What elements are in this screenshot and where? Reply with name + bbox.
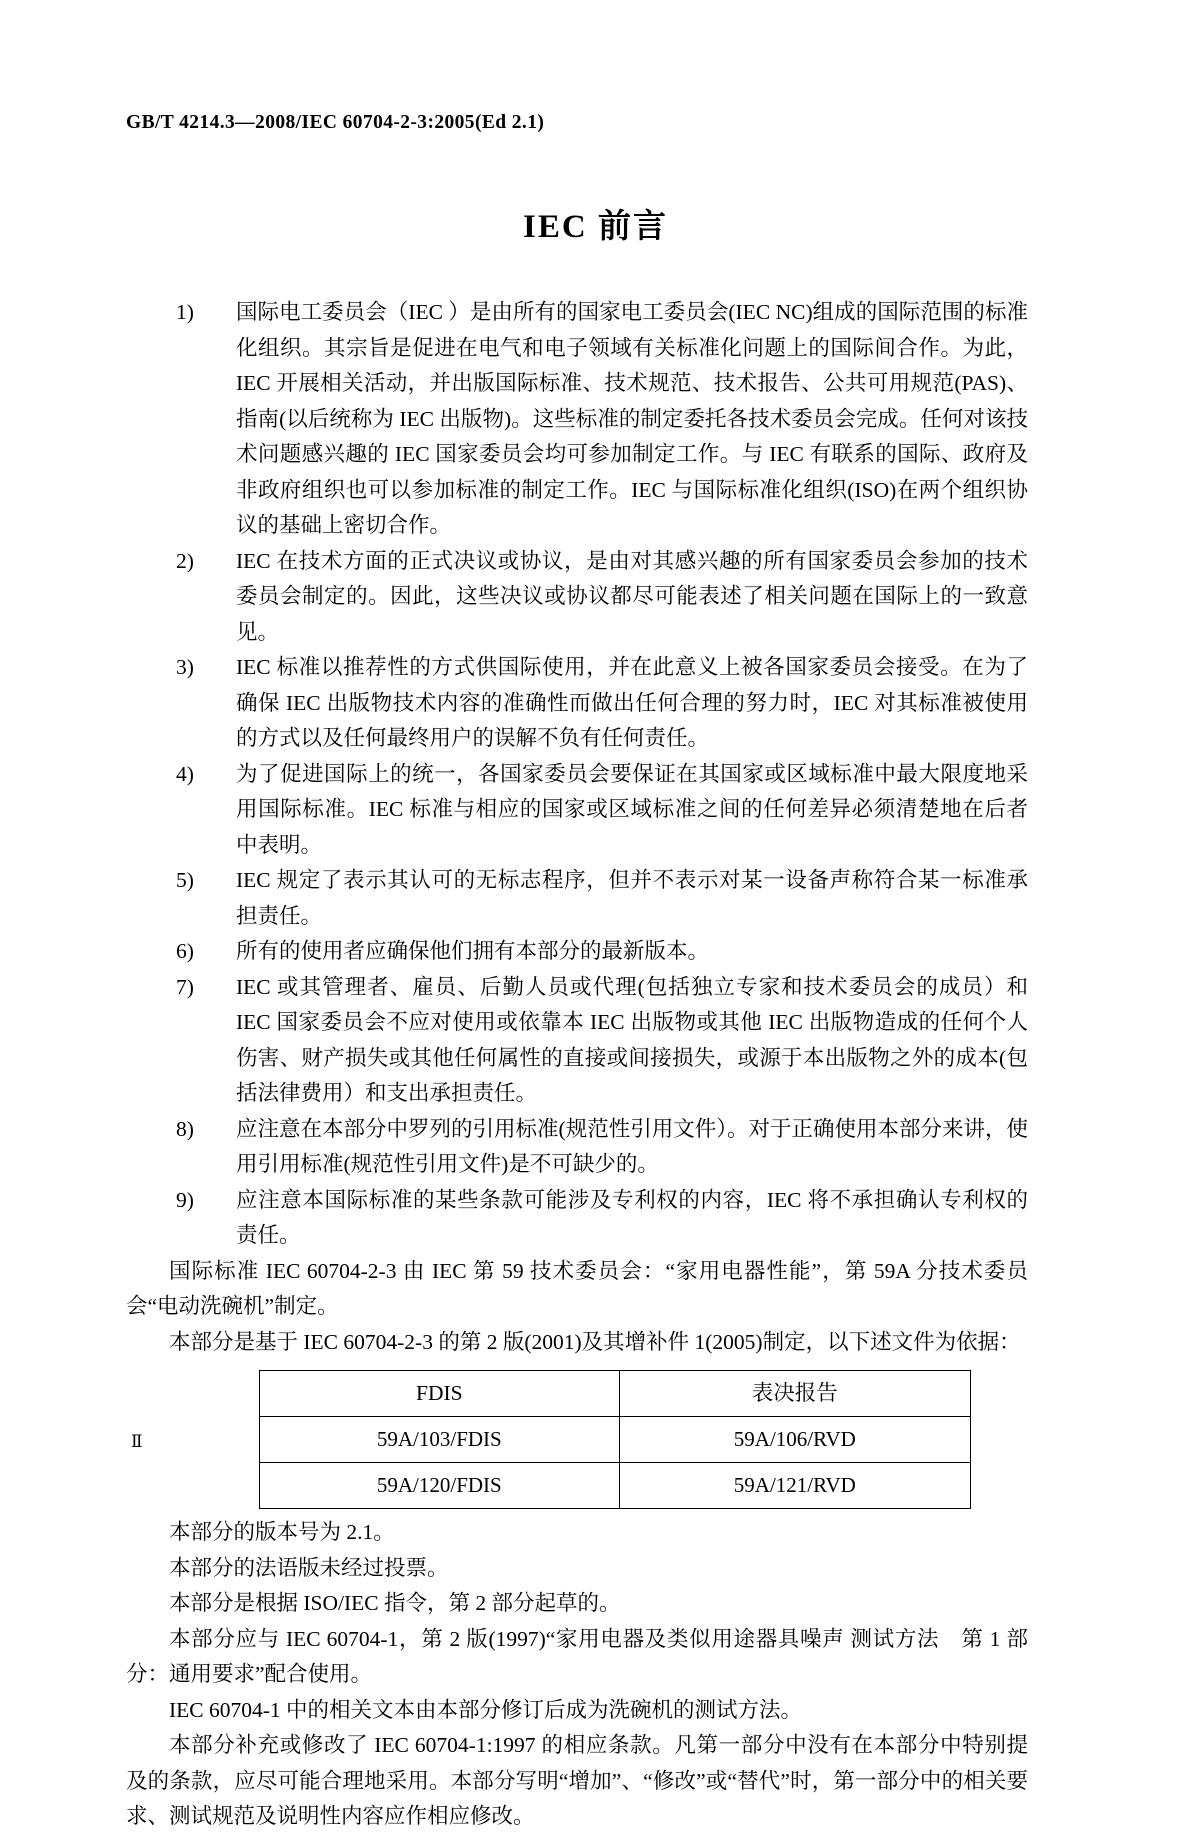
- fdis-vote-table: [259, 1370, 971, 1509]
- table-row: [260, 1463, 971, 1509]
- table-header-fdis: FDIS: [260, 1371, 620, 1417]
- table-cell-rvd: 59A/106/RVD: [619, 1417, 970, 1463]
- list-item: [166, 863, 1028, 934]
- list-item-number: 3): [176, 655, 194, 679]
- list-item-text: IEC 规定了表示其认可的无标志程序，但并不表示对某一设备声称符合某一标准承担责任。: [236, 868, 1028, 928]
- fdis-table-wrapper: [166, 1370, 1028, 1509]
- list-item-number: 8): [176, 1116, 194, 1141]
- list-item-text: IEC 或其管理者、雇员、后勤人员或代理(包括独立专家和技术委员会的成员）和 IEC 国家委员会不应对使用或依靠本 IEC 出版物或其他 IEC 出版物造成的任何个人伤害、财产损失或其他任何属性的直接或间接损失，或源于本出版物之外的成本(包括法律费用）和支出承担责任。: [236, 974, 1028, 1105]
- paragraph: 本部分的法语版未经过投票。: [169, 1555, 449, 1580]
- list-item-text: 所有的使用者应确保他们拥有本部分的最新版本。: [236, 939, 710, 963]
- table-header-row: [260, 1371, 971, 1417]
- list-item: [166, 970, 1028, 1112]
- list-item-text: 应注意本国际标准的某些条款可能涉及专利权的内容，IEC 将不承担确认专利权的责任。: [236, 1187, 1028, 1247]
- list-item-text: 为了促进国际上的统一，各国家委员会要保证在其国家或区域标准中最大限度地采用国际标准。IEC 标准与相应的国家或区域标准之间的任何差异必须清楚地在后者中表明。: [236, 761, 1028, 857]
- list-item-text: 应注意在本部分中罗列的引用标准(规范性引用文件）。对于正确使用本部分来讲，使用引用标准(规范性引用文件)是不可缺少的。: [236, 1116, 1028, 1176]
- list-item: [166, 295, 1028, 544]
- table-header-vote-report: 表决报告: [619, 1371, 970, 1417]
- page-number: Ⅱ: [131, 1432, 143, 1451]
- list-item-number: 4): [176, 761, 194, 786]
- iec-foreword-list: [166, 295, 1028, 1254]
- pre-table-paragraphs: [126, 1254, 1028, 1361]
- list-item-number: 5): [176, 868, 194, 892]
- table-row: [260, 1417, 971, 1463]
- paragraph: 本部分应与 IEC 60704-1，第 2 版(1997)“家用电器及类似用途器具噪声 测试方法 第 1 部分：通用要求”配合使用。: [126, 1626, 1028, 1686]
- list-item-number: 6): [176, 939, 194, 963]
- list-item: [166, 934, 1028, 970]
- paragraph: 本部分的版本号为 2.1。: [169, 1520, 395, 1544]
- list-item-number: 9): [176, 1187, 194, 1212]
- table-cell-fdis: 59A/103/FDIS: [260, 1417, 620, 1463]
- paragraph: 本部分是根据 ISO/IEC 指令，第 2 部分起草的。: [169, 1591, 621, 1615]
- list-item: [166, 757, 1028, 864]
- running-header-standard-code: GB/T 4214.3—2008/IEC 60704-2-3:2005(Ed 2.1): [126, 112, 545, 133]
- paragraph: 本部分补充或修改了 IEC 60704-1:1997 的相应条款。凡第一部分中没有在本部分中特别提及的条款，应尽可能合理地采用。本部分写明“增加”、“修改”或“替代”时，第一部分中的相关要求、测试规范及说明性内容应作相应修改。: [126, 1733, 1028, 1828]
- table-cell-rvd: 59A/121/RVD: [619, 1463, 970, 1509]
- list-item-text: IEC 在技术方面的正式决议或协议，是由对其感兴趣的所有国家委员会参加的技术委员会制定的。因此，这些决议或协议都尽可能表述了相关问题在国际上的一致意见。: [236, 548, 1028, 644]
- list-item: [166, 1112, 1028, 1183]
- list-item-number: 2): [176, 548, 194, 573]
- paragraph: IEC 60704-1 中的相关文本由本部分修订后成为洗碗机的测试方法。: [169, 1697, 803, 1722]
- paragraph: 国际标准 IEC 60704-2-3 由 IEC 第 59 技术委员会：“家用电器性能”，第 59A 分技术委员会“电动洗碗机”制定。: [126, 1258, 1028, 1318]
- list-item-number: 7): [176, 974, 194, 999]
- table-cell-fdis: 59A/120/FDIS: [260, 1463, 620, 1509]
- list-item-number: 1): [176, 300, 194, 324]
- paragraph: 本部分是基于 IEC 60704-2-3 的第 2 版(2001)及其增补件 1(2005)制定，以下述文件为依据：: [169, 1329, 1021, 1354]
- page-title: IEC 前言: [523, 209, 668, 245]
- list-item-text: IEC 标准以推荐性的方式供国际使用，并在此意义上被各国家委员会接受。在为了确保 IEC 出版物技术内容的准确性而做出任何合理的努力时，IEC 对其标准被使用的方式以及任何最终用户的误解不负有任何责任。: [236, 655, 1028, 750]
- list-item: [166, 1183, 1028, 1254]
- list-item: [166, 650, 1028, 757]
- post-table-paragraphs: [126, 1515, 1028, 1835]
- list-item-text: 国际电工委员会（IEC ）是由所有的国家电工委员会(IEC NC)组成的国际范围的标准化组织。其宗旨是促进在电气和电子领域有关标准化问题上的国际间合作。为此，IEC 开展相关活动，并出版国际标准、技术规范、技术报告、公共可用规范(PAS)、指南(以后统称为 IEC 出版物)。这些标准的制定委托各技术委员会完成。任何对该技术问题感兴趣的 IEC 国家委员会均可参加制定工作。与 IEC 有联系的国际、政府及非政府组织也可以参加标准的制定工作。IEC 与国际标准化组织(ISO)在两个组织协议的基础上密切合作。: [236, 300, 1028, 537]
- list-item: [166, 544, 1028, 651]
